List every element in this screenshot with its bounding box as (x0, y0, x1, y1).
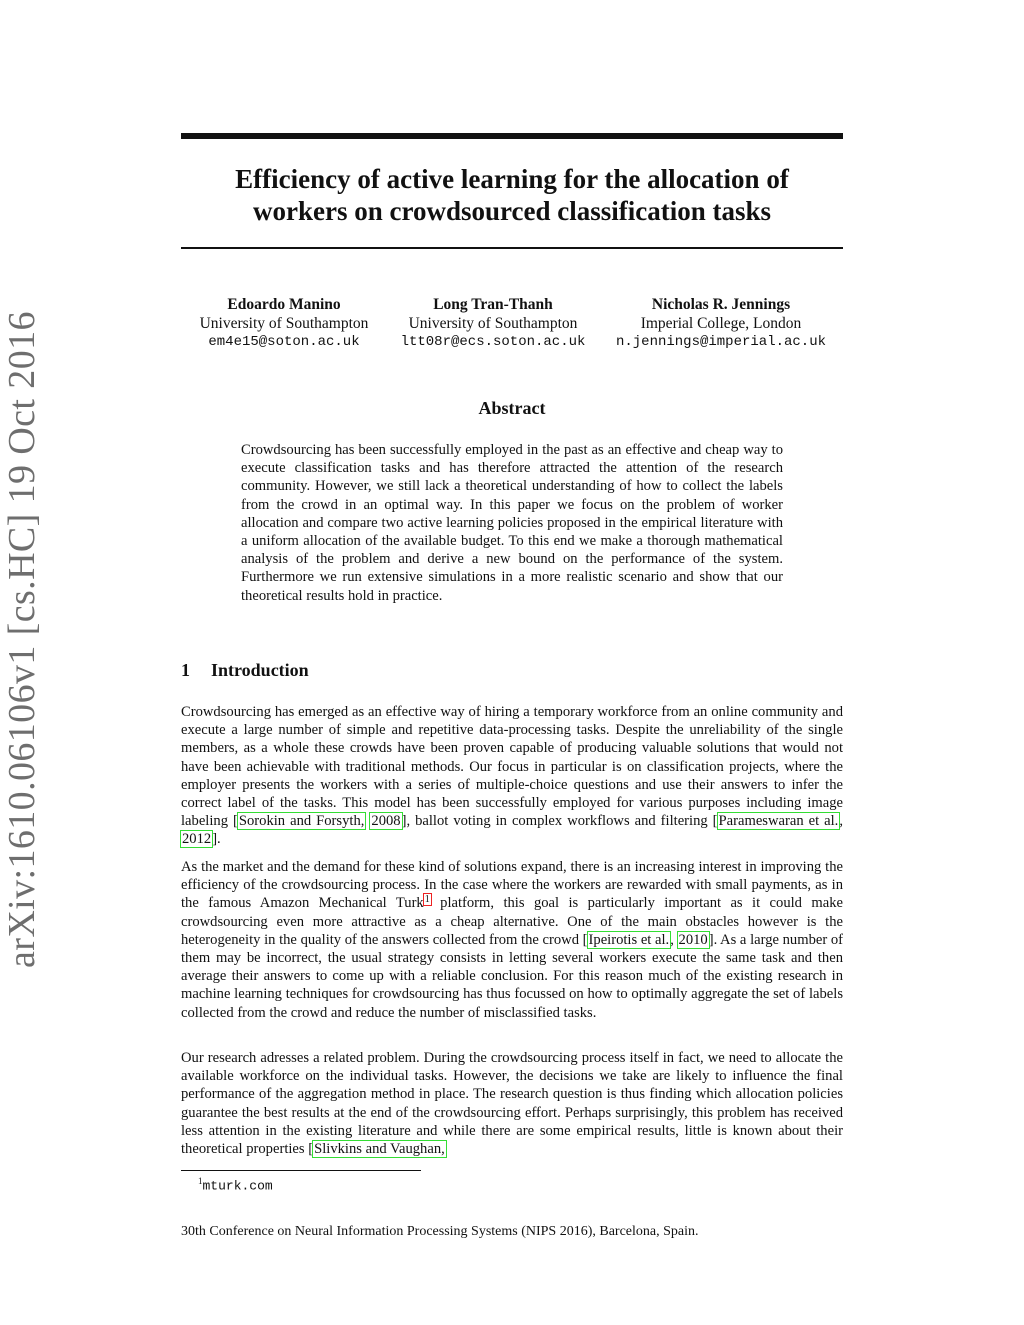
author-block-1 (169, 295, 399, 352)
footnote (198, 1176, 273, 1193)
section-title: Introduction (211, 660, 309, 680)
footnote-reference-link[interactable]: 1 (424, 893, 430, 905)
section-heading (181, 660, 309, 681)
author-name: Edoardo Manino (227, 296, 341, 313)
citation-year-link[interactable]: 2008 (371, 813, 401, 830)
author-name: Long Tran-Thanh (433, 296, 553, 313)
author-email[interactable]: n.jennings@imperial.ac.uk (615, 334, 827, 350)
section-number: 1 (181, 660, 190, 680)
footnote-text[interactable]: mturk.com (202, 1178, 273, 1194)
author-affiliation: University of Southampton (408, 315, 578, 332)
citation-link[interactable]: Parameswaran et al. (718, 813, 839, 830)
author-block-2 (378, 295, 608, 352)
venue-footer: 30th Conference on Neural Information Processing Systems (NIPS 2016), Barcelona, Spain. (181, 1224, 699, 1239)
paragraph-text: Our research adresses a related problem. During the crowdsourcing process itself in fact, we need to allocate the available workforce on the individual tasks. However, the decisions we take are likely to influence the final performance of the aggregation method in place. The research question is thus finding which allocation policies guarantee the best results at the end of the crowdsourcing effort. Perhaps surprisingly, this problem has received less attention in the existing literature and while there are some empirical results, little is known about their theoretical properties [ (181, 1050, 843, 1158)
arxiv-stamp: arXiv:1610.06106v1 [cs.HC] 19 Oct 2016 (1, 311, 43, 968)
paragraph-text: Crowdsourcing has emerged as an effective way of hiring a temporary workforce from an online community and execute a large number of simple and repetitive data-processing tasks. Despite the unreliability of the single members, as a whole these crowds have been proven capable of producing valuable solutions that would not have been achievable with traditional methods. Our focus in particular is on classification projects, where the employer presents the workers with a series of multiple-choice questions and use their answers to infer the correct label of the tasks. This model has been successfully employed for various purposes including image labeling [ (181, 704, 843, 830)
paragraph-text: ]. (212, 831, 221, 848)
paragraph-text: , (670, 931, 678, 948)
author-block-3 (606, 295, 836, 352)
abstract-heading: Abstract (478, 398, 546, 418)
intro-paragraph-2 (181, 858, 843, 1022)
paragraph-text: As the market and the demand for these kind of solutions expand, there is an increasing interest in improving the efficiency of the crowdsourcing process. In the case where the workers are rewarded with small payments, as in the famous Amazon Mechanical Turk (181, 859, 843, 912)
title-top-rule (181, 133, 843, 139)
citation-link[interactable]: Sorokin and Forsyth, (238, 813, 365, 830)
author-name: Nicholas R. Jennings (651, 296, 791, 313)
intro-paragraph-1 (181, 703, 843, 849)
footnote-mark: 1 (198, 1176, 203, 1186)
author-email[interactable]: ltt08r@ecs.soton.ac.uk (400, 334, 586, 350)
title-line-2: workers on crowdsourced classification tasks (253, 196, 771, 226)
citation-link[interactable]: Slivkins and Vaughan, (314, 1141, 445, 1158)
paragraph-text: ]. As a large number of them may be incorrect, the usual strategy consists in letting several workers execute the same task and then average their answers to come up with a reliable conclusion. For this reason much of the existing research in machine learning techniques for crowdsourcing has thus focussed on how to optimally aggregate the set of labels collected from the crowd and reduce the number of misclassified tasks. (181, 931, 844, 1021)
title-line-1: Efficiency of active learning for the allocation of (235, 164, 789, 194)
citation-year-link[interactable]: 2012 (182, 831, 212, 848)
paragraph-text: platform, this goal is particularly important as it could make crowdsourcing even more attractive as a cheap alternative. One of the main obstacles however is the heterogeneity in the quality of the answers collected from the crowd [ (181, 895, 843, 948)
paragraph-text: , (839, 813, 843, 830)
citation-link[interactable]: Ipeirotis et al. (588, 931, 670, 948)
citation-year-link[interactable]: 2010 (678, 931, 708, 948)
footnote-rule (181, 1170, 421, 1171)
intro-paragraph-3 (181, 1049, 843, 1158)
author-email[interactable]: em4e15@soton.ac.uk (208, 334, 360, 350)
abstract-body: Crowdsourcing has been successfully employed in the past as an effective and cheap way to execute classification tasks and has therefore attracted the attention of the research community. However, we still lack a theoretical understanding of how to collect the labels from the crowd in an optimal way. In this paper we focus on the problem of worker allocation and compare two active learning policies proposed in the empirical literature with a uniform allocation of the available budget. To this end we make a thorough mathematical analysis of the problem and derive a new bound on the performance of the system. Furthermore we run extensive simulations in a more realistic scenario and show that our theoretical results hold in practice. (241, 442, 783, 604)
title-bottom-rule (181, 247, 843, 249)
paragraph-text: ], ballot voting in complex workflows and filtering [ (401, 813, 718, 830)
author-affiliation: Imperial College, London (640, 315, 802, 332)
paper-title (181, 163, 843, 227)
author-affiliation: University of Southampton (199, 315, 369, 332)
